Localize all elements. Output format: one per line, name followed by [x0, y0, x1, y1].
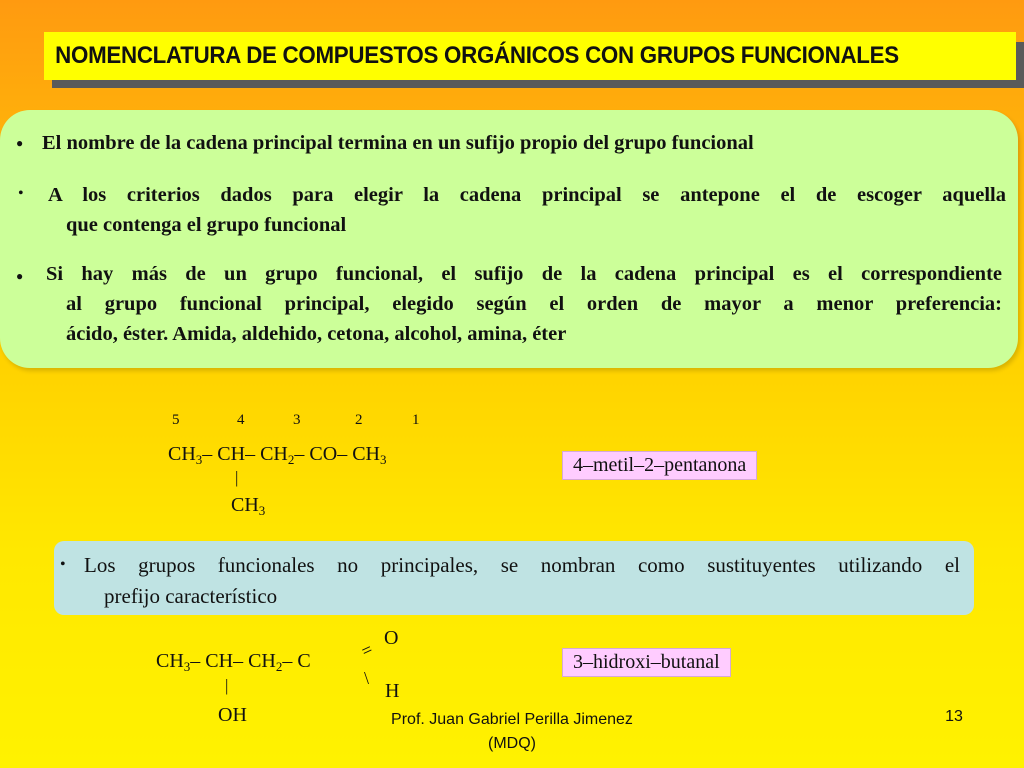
note-line-2: prefijo característico [104, 584, 278, 608]
formula-ketone: $CH_3-$ CH– $CH_2-$ CO– $CH_3$ [168, 443, 387, 467]
compound-name-ketone: 4–metil–2–pentanona [562, 451, 757, 480]
note-bullet: • [60, 556, 66, 573]
branch-methyl: $CH_3$ [231, 494, 266, 518]
double-bond: = [358, 638, 376, 662]
note-text [84, 550, 960, 612]
branch-bond: | [235, 468, 239, 487]
footer-author [340, 708, 684, 756]
footer-affiliation: (MDQ) [488, 735, 536, 752]
slide-title: NOMENCLATURA DE COMPUESTOS ORGÁNICOS CON GRUPOS FUNCIONALES [55, 42, 899, 69]
rule-1 [42, 128, 754, 158]
rule-3-line-1: Si hay más de un grupo funcional, el sufijo de la cadena principal es el correspondiente [46, 263, 1002, 285]
hydroxyl-bond: | [225, 676, 229, 695]
rule-2-line-1: A los criterios dados para elegir la cadena principal se antepone el de escoger aquella [48, 184, 1006, 206]
rule-3-line-3: ácido, éster. Amida, aldehido, cetona, alcohol, amina, éter [66, 323, 567, 345]
rule-3-bullet: ● [16, 269, 24, 283]
carbon-number: 3 [293, 412, 301, 428]
formula-aldehyde: $CH_3-$ CH– $CH_2-$ C [156, 650, 311, 674]
page-number: 13 [945, 708, 963, 725]
rule-2 [48, 180, 1006, 240]
compound-name-aldehyde: 3–hidroxi–butanal [562, 648, 731, 677]
hydroxyl-group: OH [218, 704, 247, 726]
carbon-number: 5 [172, 412, 180, 428]
rule-1-line-1: El nombre de la cadena principal termina en un sufijo propio del grupo funcional [42, 132, 754, 154]
carbon-number: 2 [355, 412, 363, 428]
carbon-number: 1 [412, 412, 420, 428]
title-bar [44, 32, 1016, 80]
rule-2-line-2: que contenga el grupo funcional [66, 214, 347, 236]
footer-author-name: Prof. Juan Gabriel Perilla Jimenez [391, 711, 633, 728]
note-line-1: Los grupos funcionales no principales, se nombran como sustituyentes utilizando el [84, 553, 960, 577]
rule-3 [46, 259, 1002, 349]
oxygen-atom: O [384, 627, 399, 649]
hydrogen-atom: H [385, 680, 400, 702]
single-bond: \ [364, 668, 370, 688]
carbon-number: 4 [237, 412, 245, 428]
rule-1-bullet: ● [16, 136, 24, 150]
rule-2-bullet: • [18, 185, 24, 202]
rule-3-line-2: al grupo funcional principal, elegido según el orden de mayor a menor preferencia: [66, 293, 1002, 315]
